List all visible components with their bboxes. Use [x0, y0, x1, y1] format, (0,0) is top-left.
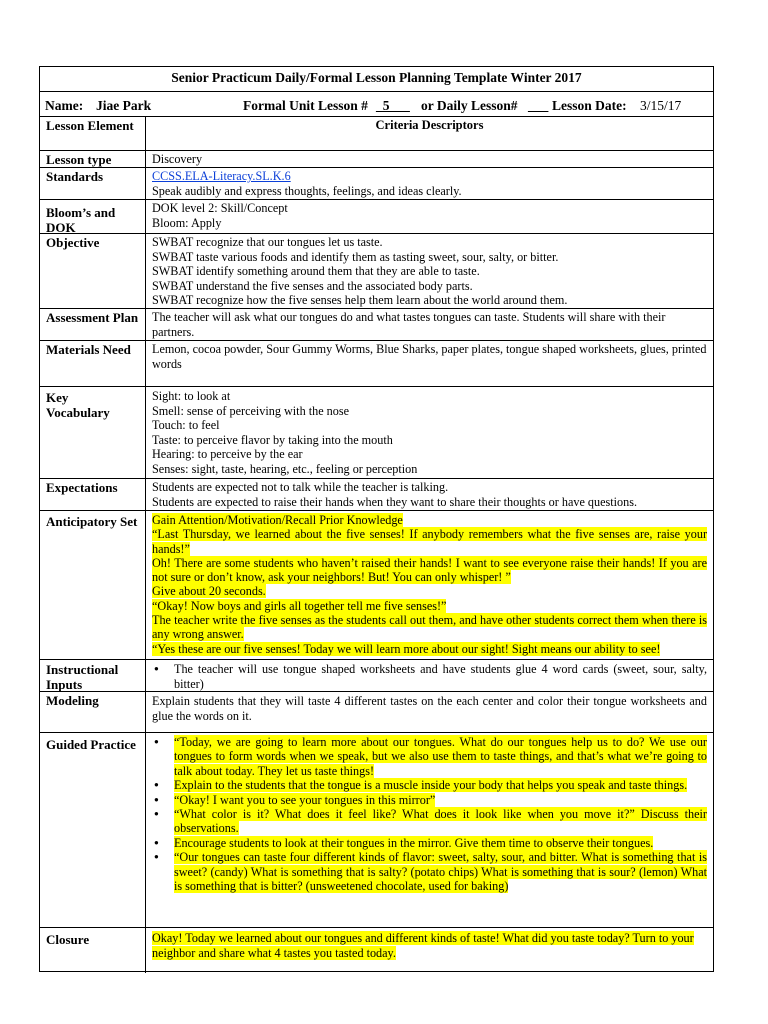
anticipatory-line: “Last Thursday, we learned about the five senses! If anybody remembers what the five senses are, raise your hands!”	[152, 527, 707, 556]
lesson-type-value: Discovery	[152, 152, 203, 166]
document-title: Senior Practicum Daily/Formal Lesson Planning Template Winter 2017	[40, 67, 713, 92]
guided-bullet: “What color is it? What does it feel like? What does it look like when you move it?” Discuss their observations.	[174, 807, 707, 836]
guided-bullet: “Our tongues can taste four different kinds of flavor: sweet, salty, sour, and bitter. What is something that is sweet? (candy) What is something that is salty? (potato chips) What is something that is sour? (lemon) What is something that is bitter? (unsweetened chocolate, used for baking)	[174, 850, 707, 894]
row-instructional-inputs	[40, 660, 713, 692]
row-lesson-type	[40, 151, 713, 168]
anticipatory-line: “Yes these are our five senses! Today we will learn more about our sight! Sight means our ability to see!	[152, 641, 661, 656]
row-materials	[40, 341, 713, 387]
anticipatory-line: “Okay! Now boys and girls all together tell me five senses!”	[152, 598, 447, 613]
standard-description: Speak audibly and express thoughts, feelings, and ideas clearly.	[152, 183, 462, 198]
objective-line: SWBAT understand the five senses and the associated body parts.	[152, 278, 473, 293]
label-instructional-inputs: Instructional Inputs	[40, 660, 146, 691]
assessment-text: The teacher will ask what our tongues do and what tastes tongues can taste. Students will share with their partners.	[152, 310, 666, 339]
standard-link[interactable]: CCSS.ELA-Literacy.SL.K.6	[152, 169, 291, 183]
label-anticipatory-set: Anticipatory Set	[40, 511, 146, 659]
row-blooms-dok	[40, 200, 713, 234]
anticipatory-line: The teacher write the five senses as the students call out them, and have other students correct them when there is any wrong answer.	[152, 613, 707, 642]
vocab-item: Touch: to feel	[152, 418, 220, 433]
label-standards: Standards	[40, 168, 146, 199]
materials-text: Lemon, cocoa powder, Sour Gummy Worms, Blue Sharks, paper plates, tongue shaped worksheets, glues, printed words	[152, 342, 707, 371]
row-lesson-element	[40, 117, 713, 151]
lesson-date-value: 3/15/17	[640, 98, 682, 113]
guided-bullet: “Today, we are going to learn more about our tongues. What do our tongues help us to do? We use our tongues to form words when we speak, but we also use them to taste things, and that’s what we’re going to talk about today. They let us taste things!	[174, 735, 707, 778]
modeling-text: Explain students that they will taste 4 different tastes on the each center and color their tongue worksheets and glue the words on it.	[152, 694, 707, 723]
formal-lesson-value: _5___	[376, 98, 410, 113]
label-modeling: Modeling	[40, 692, 146, 732]
guided-bullet: Encourage students to look at their tongues in the mirror. Give them time to observe their tongues.	[174, 835, 654, 850]
label-blooms: Bloom’s and	[46, 205, 116, 220]
row-standards	[40, 168, 713, 200]
row-guided-practice	[40, 733, 713, 928]
label-lesson-element: Lesson Element	[40, 117, 146, 150]
label-objective: Objective	[40, 234, 146, 308]
instructional-bullet: ● The teacher will use tongue shaped worksheets and have students glue 4 word cards (sweet, sour, salty, bitter)	[174, 662, 707, 691]
row-closure	[40, 928, 713, 973]
vocab-item: Hearing: to perceive by the ear	[152, 447, 303, 462]
vocab-item: Sight: to look at	[152, 389, 231, 403]
label-guided-practice: Guided Practice	[40, 733, 146, 927]
row-objective	[40, 234, 713, 309]
anticipatory-line: Gain Attention/Motivation/Recall Prior Knowledge	[152, 513, 403, 527]
guided-bullet: “Okay! I want you to see your tongues in this mirror”	[174, 792, 436, 807]
name-row	[40, 92, 713, 117]
anticipatory-line: Give about 20 seconds.	[152, 584, 266, 599]
label-expectations: Expectations	[40, 479, 146, 510]
formal-lesson-label: Formal Unit Lesson #	[243, 98, 368, 113]
criteria-descriptors-heading: Criteria Descriptors	[375, 118, 484, 132]
closure-text: Okay! Today we learned about our tongues and different kinds of taste! What did you taste today? Turn to your neighbor and share what 4 tastes you tasted today.	[152, 931, 694, 960]
lesson-date-label: Lesson Date:	[552, 98, 627, 113]
daily-lesson-label: or Daily Lesson#	[421, 98, 518, 113]
row-anticipatory-set	[40, 511, 713, 660]
expectation-line: Students are expected to raise their hands when they want to share their thoughts or have questions.	[152, 494, 638, 509]
expectation-line: Students are expected not to talk while the teacher is talking.	[152, 480, 449, 494]
label-closure: Closure	[40, 928, 146, 973]
objective-line: SWBAT recognize how the five senses help them learn about the world around them.	[152, 293, 568, 308]
guided-bullet: Explain to the students that the tongue is a muscle inside your body that helps you speak and taste things.	[174, 778, 688, 793]
label-assessment: Assessment Plan	[40, 309, 146, 340]
objective-line: SWBAT taste various foods and identify them as tasting sweet, sour, salty, or bitter.	[152, 249, 559, 264]
row-modeling	[40, 692, 713, 733]
label-materials: Materials Need	[40, 341, 146, 386]
row-vocabulary	[40, 387, 713, 479]
row-assessment	[40, 309, 713, 341]
daily-lesson-value: ___	[528, 98, 549, 113]
anticipatory-line: Oh! There are some students who haven’t raised their hands! I want to see everyone raise their hands! If you are not sure or don’t know, ask your neighbors! But! You can only whisper! ”	[152, 555, 707, 585]
lesson-plan-table	[39, 66, 714, 972]
objective-line: SWBAT recognize that our tongues let us taste.	[152, 235, 383, 249]
bloom-level: Bloom: Apply	[152, 215, 222, 230]
label-key: Key	[46, 390, 69, 405]
name-label: Name:	[45, 98, 84, 113]
vocab-item: Taste: to perceive flavor by taking into the mouth	[152, 432, 393, 447]
vocab-item: Senses: sight, taste, hearing, etc., feeling or perception	[152, 461, 418, 476]
name-value: Jiae Park	[96, 98, 152, 113]
label-lesson-type: Lesson type	[40, 151, 146, 167]
label-dok: DOK	[46, 220, 76, 235]
objective-line: SWBAT identify something around them that they are able to taste.	[152, 264, 480, 279]
dok-level: DOK level 2: Skill/Concept	[152, 201, 288, 215]
vocab-item: Smell: sense of perceiving with the nose	[152, 403, 349, 418]
row-expectations	[40, 479, 713, 511]
label-vocabulary: Vocabulary	[46, 405, 110, 420]
